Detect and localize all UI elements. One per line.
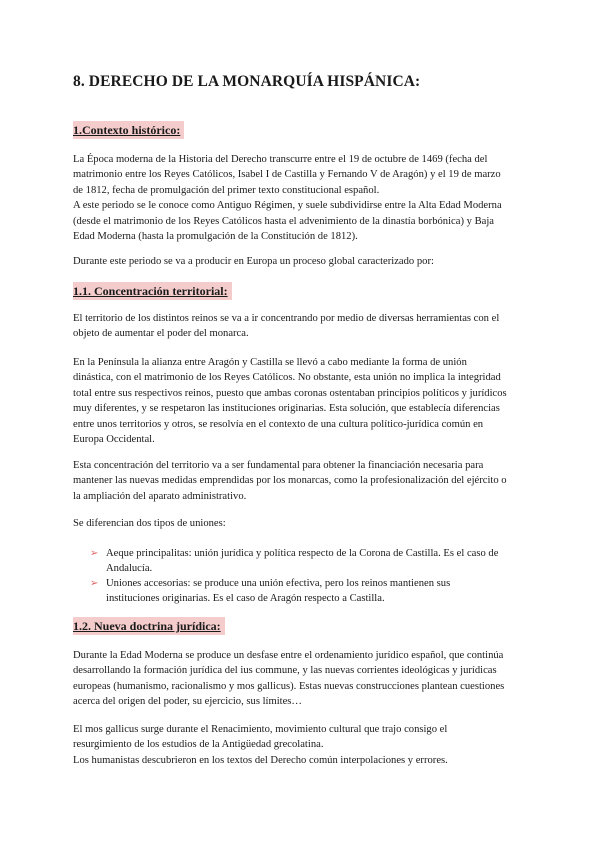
text-line: la ampliación del aparato administrativo.	[73, 490, 247, 502]
paragraph-concentracion-4: Se diferencian dos tipos de uniones:	[73, 518, 226, 529]
text-line: Los humanistas descubrieron en los textos del Derecho común interpolaciones y errores.	[73, 754, 448, 766]
text-line: total entre sus respectivos reinos, puesto que ambas coronas ostentaban principios políticos y jurídicos	[73, 387, 507, 399]
paragraph-concentracion-2	[73, 355, 533, 447]
paragraph-contexto-2: Durante este periodo se va a producir en Europa un proceso global caracterizado por:	[73, 256, 434, 267]
paragraph-contexto-1	[73, 152, 533, 244]
paragraph-concentracion-3	[73, 458, 533, 504]
text-line: A este periodo se le conoce como Antiguo Régimen, y suele subdividirse entre la Alta Edad Moderna	[73, 200, 502, 212]
text-line: El mos gallicus surge durante el Renacimiento, movimiento cultural que trajo consigo el	[73, 724, 448, 735]
text-line: europeas (humanismo, racionalismo y mos gallicus). Estas nuevas construcciones plantean cuestiones	[73, 680, 505, 692]
text-line: El territorio de los distintos reinos se va a ir concentrando por medio de diversas herramientas con el	[73, 313, 500, 324]
list-item	[90, 546, 530, 577]
text-line: Durante la Edad Moderna se produce un desfase entre el ordenamiento jurídico español, que continúa	[73, 650, 504, 661]
text-line: mantener las nuevas medidas emprendidas por los monarcas, como la profesionalización del ejército o	[73, 475, 507, 487]
text-line: Andalucía.	[106, 563, 153, 575]
text-line: acerca del origen del poder, su ejercicio, sus límites…	[73, 696, 303, 708]
text-line: (desde el matrimonio de los Reyes Católicos hasta el advenimiento de la dinastía borbónica) y Baja	[73, 215, 494, 227]
text-line: En la Península la alianza entre Aragón y Castilla se llevó a cabo mediante la forma de unión	[73, 357, 467, 368]
text-line: objeto de aumentar el poder del monarca.	[73, 328, 249, 340]
text-line: Aeque principalitas: unión jurídica y política respecto de la Corona de Castilla. Es el caso de	[106, 548, 499, 559]
arrow-bullet-icon: ➢	[90, 578, 99, 589]
text-line: Esta concentración del territorio va a ser fundamental para obtener la financiación necesaria para	[73, 460, 484, 471]
text-line: de 1812, fecha de promulgación del primer texto constitucional español.	[73, 184, 380, 196]
paragraph-doctrina-2	[73, 722, 533, 768]
arrow-bullet-icon: ➢	[90, 548, 99, 559]
page-title: 8. DERECHO DE LA MONARQUÍA HISPÁNICA:	[73, 73, 421, 90]
text-line: Edad Moderna (hasta la promulgación de la Constitución de 1812).	[73, 231, 358, 243]
text-line: Uniones accesorias: se produce una unión efectiva, pero los reinos mantienen sus	[106, 578, 451, 589]
section-heading-concentracion: 1.1. Concentración territorial:	[73, 282, 232, 300]
list-item-text	[90, 576, 530, 607]
text-line: instituciones originarias. Es el caso de Aragón respecto a Castilla.	[106, 593, 385, 605]
list-item	[90, 576, 530, 607]
text-line: La Época moderna de la Historia del Derecho transcurre entre el 19 de octubre de 1469 (fecha del	[73, 154, 488, 165]
text-line: desarrollando la formación jurídica del ius commune, y las nuevas corrientes ideológicas y jurídicas	[73, 665, 497, 677]
paragraph-concentracion-1	[73, 311, 533, 342]
text-line: Europa Occidental.	[73, 434, 155, 446]
text-line: muy diferentes, y se respetaron las instituciones originarias. Esta solución, que establecía diferencias	[73, 403, 500, 415]
section-heading-doctrina: 1.2. Nueva doctrina jurídica:	[73, 617, 225, 635]
list-item-text	[90, 546, 530, 577]
text-line: entre unos territorios y otros, se resolvía en el contexto de una cultura político-jurídica común en	[73, 418, 484, 430]
text-line: dinástica, con el matrimonio de los Reyes Católicos. No obstante, esta unión no implica la integridad	[73, 372, 501, 384]
section-heading-contexto: 1.Contexto histórico:	[73, 121, 184, 139]
text-line: matrimonio entre los Reyes Católicos, Isabel I de Castilla y Fernando V de Aragón) y el 19 de marzo	[73, 169, 501, 181]
text-line: resurgimiento de los estudios de la Antigüedad grecolatina.	[73, 739, 324, 751]
paragraph-doctrina-1	[73, 648, 533, 710]
